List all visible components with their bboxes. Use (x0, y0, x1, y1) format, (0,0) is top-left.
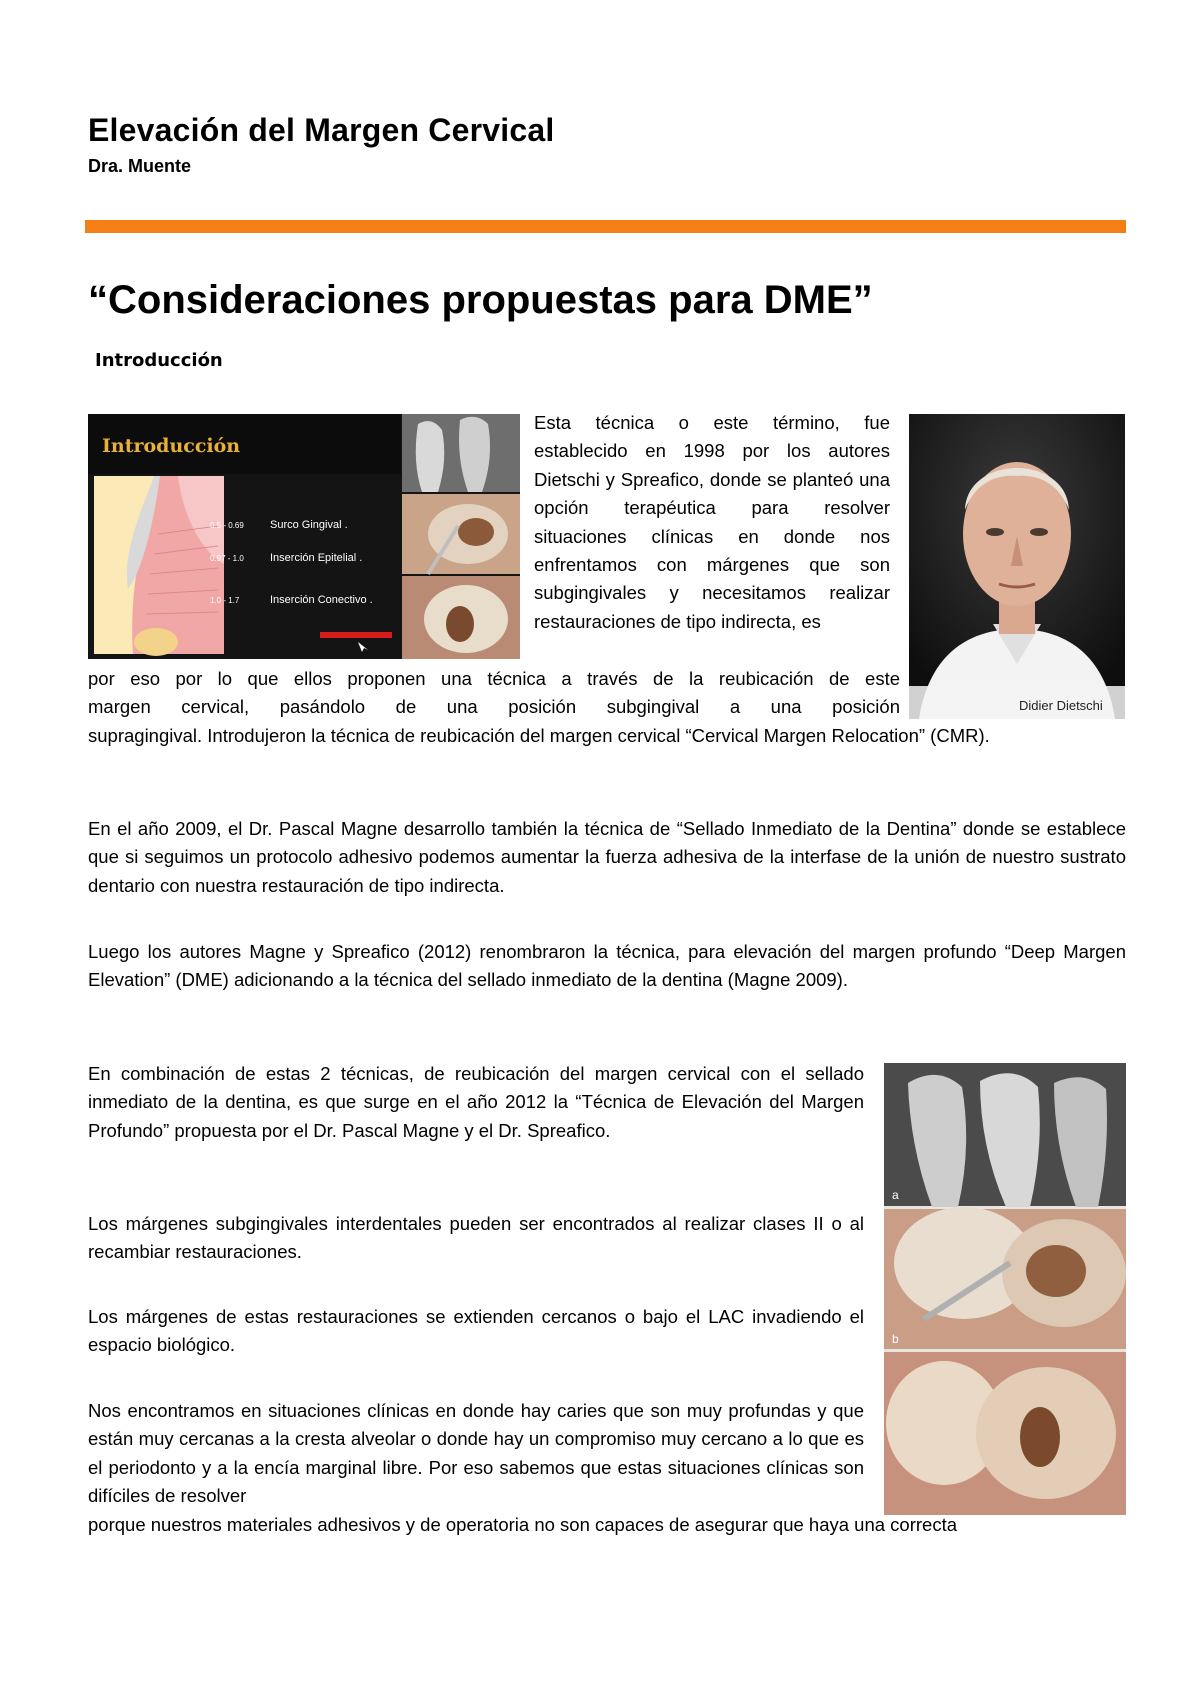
paragraph-clinical-situations: Nos encontramos en situaciones clínicas en donde hay caries que son muy profundas y que están muy cercanas a la cresta alveolar o donde hay un compromiso muy cercano a lo que es el periodonto y a la encía marginal libre. Por eso sabemos que estas situaciones clínicas son difíciles de resolver (88, 1400, 864, 1507)
slide-label-2: Inserción Epitelial . (270, 552, 363, 564)
slide-range-3: 1.0 - 1.7 (210, 596, 240, 605)
introduction-slide-image (88, 414, 520, 659)
portrait-caption: Didier Dietschi (1019, 698, 1103, 713)
document-author: Dra. Muente (88, 156, 192, 176)
section-title: “Consideraciones propuestas para DME” (88, 278, 873, 322)
clinical-case-image (884, 1063, 1126, 1515)
paragraph-combination: En combinación de estas 2 técnicas, de reubicación del margen cervical con el sellado inmediato de la dentina, es que surge en el año 2012 la “Técnica de Elevación del Margen Profundo” propuesta por el Dr. Pascal Magne y el Dr. Spreafico. (88, 1063, 864, 1141)
clinical-label-a: a (892, 1188, 899, 1202)
paragraph-subgingival: Los márgenes subgingivales interdentales pueden ser encontrados al realizar clases II o al recambiar restauraciones. (88, 1213, 864, 1263)
slide-heading: Introducción (102, 435, 241, 457)
paragraph-clinical-situations-continued: porque nuestros materiales adhesivos y de operatoria no son capaces de asegurar que haya una correcta (88, 1514, 958, 1535)
header-divider (85, 220, 1126, 233)
paragraph-2012-dme: Luego los autores Magne y Spreafico (2012) renombraron la técnica, para elevación del margen profundo “Deep Margen Elevation” (DME) adicionando a la técnica del sellado inmediato de la dentina (Magne 2009). (88, 941, 1126, 991)
paragraph-2009-magne: En el año 2009, el Dr. Pascal Magne desarrollo también la técnica de “Sellado Inmediato de la Dentina” donde se establece que si seguimos un protocolo adhesivo podemos aumentar la fuerza adhesiva de la interfase de la unión de nuestro sustrato dentario con nuestra restauración de tipo indirecta. (88, 818, 1126, 896)
section-subheading: Introducción (95, 350, 223, 371)
intro-line-2: margen cervical, pasándolo de una posición subgingival a una posición (88, 696, 900, 718)
slide-label-3: Inserción Conectivo . (270, 594, 373, 606)
intro-line-1: por eso por lo que ellos proponen una técnica a través de la reubicación de este (88, 668, 900, 689)
slide-label-1: Surco Gingival . (270, 519, 348, 531)
paragraph-margins: Los márgenes de estas restauraciones se extienden cercanos o bajo el LAC invadiendo el espacio biológico. (88, 1306, 864, 1356)
slide-range-2: 0.97 - 1.0 (210, 554, 244, 563)
intro-paragraph-wide (88, 665, 1126, 750)
document-title: Elevación del Margen Cervical (88, 112, 555, 148)
intro-line-3: supragingival. Introdujeron la técnica de reubicación del margen cervical “Cervical Margen Relocation” (CMR). (88, 724, 990, 746)
clinical-label-b: b (892, 1332, 899, 1346)
intro-paragraph-narrow: Esta técnica o este término, fue establecido en 1998 por los autores Dietschi y Spreafico, donde se planteó una opción terapéutica para resolver situaciones clínicas en donde nos enfrentamos con márgenes que son subgingivales y necesitamos realizar restauraciones de tipo indirecta, es (534, 412, 890, 632)
slide-range-1: 0.5 - 0.69 (210, 521, 244, 530)
